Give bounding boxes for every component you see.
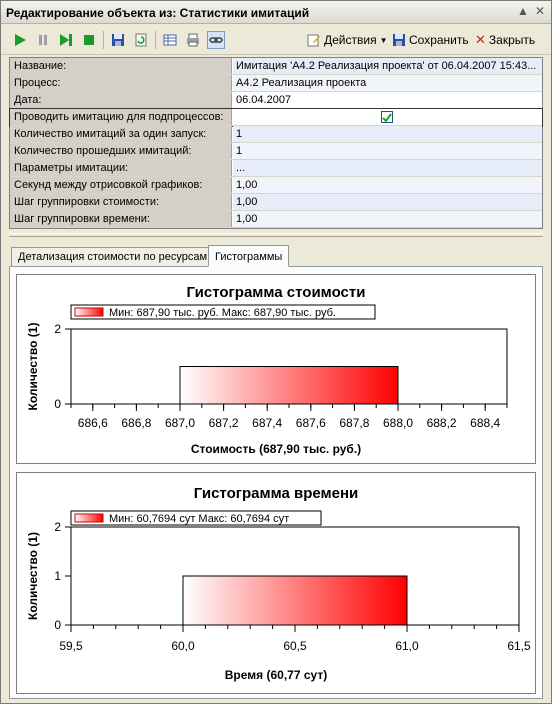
subprocesses-checkbox[interactable]: [381, 111, 393, 123]
close-icon: ✕: [475, 32, 486, 47]
x-tick-label: 686,8: [121, 416, 152, 430]
property-row-process[interactable]: [10, 75, 542, 92]
property-value[interactable]: 1,00: [233, 177, 542, 193]
property-value[interactable]: 1,00: [233, 194, 542, 210]
time-histogram-panel: [16, 472, 536, 694]
title-bar[interactable]: [1, 1, 551, 24]
x-tick-label: 688,2: [426, 416, 457, 430]
property-label: Дата:: [10, 92, 232, 108]
x-tick-label: 686,6: [77, 416, 108, 430]
y-axis-label: Количество (1): [26, 532, 40, 620]
property-row-date[interactable]: [10, 92, 542, 109]
property-row-time-step[interactable]: [10, 211, 542, 228]
legend-swatch: [75, 514, 103, 522]
x-tick-label: 687,8: [339, 416, 370, 430]
x-tick-label: 61,5: [507, 639, 531, 653]
property-label: Шаг группировки стоимости:: [10, 194, 232, 210]
property-label: Проводить имитацию для подпроцессов:: [10, 109, 232, 125]
y-tick-label: 0: [54, 397, 61, 411]
x-tick-label: 60,0: [171, 639, 195, 653]
property-label: Шаг группировки времени:: [10, 211, 232, 227]
minimize-icon[interactable]: ▲: [517, 4, 529, 18]
legend-swatch: [75, 308, 103, 316]
refresh-icon[interactable]: [132, 31, 150, 49]
property-row-sim-params[interactable]: [10, 160, 542, 177]
x-tick-label: 687,6: [295, 416, 326, 430]
x-axis-label: Стоимость (687,90 тыс. руб.): [190, 442, 362, 456]
tab-resource-cost-detail[interactable]: Детализация стоимости по ресурсам: [11, 247, 214, 267]
tab-strip: [9, 245, 543, 267]
property-value[interactable]: А4.2 Реализация проекта: [233, 75, 542, 91]
actions-button[interactable]: [307, 31, 388, 49]
x-tick-label: 688,0: [382, 416, 414, 430]
properties-grid: [9, 57, 543, 229]
property-value[interactable]: 1: [233, 143, 542, 159]
run-icon[interactable]: [11, 31, 29, 49]
pause-icon[interactable]: [34, 31, 52, 49]
close-label: Закрыть: [488, 33, 536, 47]
stop-icon[interactable]: [80, 31, 98, 49]
close-button[interactable]: [475, 31, 535, 49]
y-tick-label: 2: [54, 322, 61, 336]
x-tick-label: 61,0: [395, 639, 419, 653]
histograms-panel: [9, 266, 543, 699]
checkmark-icon: [382, 113, 392, 123]
legend-label: Мин: 687,90 тыс. руб. Макс: 687,90 тыс. руб.: [109, 307, 336, 319]
y-axis-label: Количество (1): [26, 322, 40, 411]
x-tick-label: 60,5: [283, 639, 307, 653]
property-row-subprocesses[interactable]: [10, 109, 542, 126]
property-label: Количество прошедших имитаций:: [10, 143, 232, 159]
property-label: Процесс:: [10, 75, 232, 91]
toolbar: [1, 25, 551, 55]
cost-histogram-panel: [16, 274, 536, 464]
legend-label: Мин: 60,7694 сут Макс: 60,7694 сут: [109, 513, 290, 525]
actions-label: Действия: [324, 33, 377, 47]
chart-title: Гистограмма времени: [193, 485, 359, 502]
x-axis-label: Время (60,77 сут): [224, 668, 328, 682]
y-tick-label: 0: [54, 618, 61, 632]
time-histogram: [17, 473, 535, 693]
property-row-redraw-seconds[interactable]: [10, 177, 542, 194]
property-value[interactable]: 1: [233, 126, 542, 142]
table-icon[interactable]: [161, 31, 179, 49]
property-label: Название:: [10, 58, 232, 74]
print-icon[interactable]: [184, 31, 202, 49]
save-button-icon: [392, 33, 406, 47]
x-tick-label: 687,0: [164, 416, 196, 430]
x-tick-label: 688,4: [470, 416, 501, 430]
step-icon[interactable]: [57, 31, 75, 49]
link-icon[interactable]: [207, 31, 225, 49]
save-icon[interactable]: [109, 31, 127, 49]
y-tick-label: 2: [54, 520, 61, 534]
chart-title: Гистограмма стоимости: [186, 284, 366, 301]
property-value[interactable]: ...: [233, 160, 542, 176]
x-tick-label: 59,5: [59, 639, 83, 653]
property-label: Секунд между отрисовкой графиков:: [10, 177, 232, 193]
actions-icon: [307, 33, 321, 47]
save-label: Сохранить: [409, 33, 469, 47]
histogram-bar: [180, 367, 398, 405]
property-row-cost-step[interactable]: [10, 194, 542, 211]
property-row-runs-per-launch[interactable]: [10, 126, 542, 143]
property-row-completed-runs[interactable]: [10, 143, 542, 160]
splitter[interactable]: [9, 233, 543, 237]
property-value[interactable]: Имитация 'А4.2 Реализация проекта' от 06.04.2007 15:43...: [233, 58, 542, 74]
x-tick-label: 687,4: [252, 416, 283, 430]
cost-histogram: [17, 275, 535, 463]
property-label: Параметры имитации:: [10, 160, 232, 176]
x-tick-label: 687,2: [208, 416, 239, 430]
chevron-down-icon: ▼: [379, 35, 388, 45]
histogram-bar: [183, 576, 407, 625]
property-value[interactable]: 1,00: [233, 211, 542, 227]
property-row-name[interactable]: [10, 58, 542, 75]
window-title: Редактирование объекта из: Статистики имитаций: [6, 6, 310, 20]
property-value[interactable]: 06.04.2007: [233, 92, 542, 108]
close-window-icon[interactable]: ✕: [534, 4, 546, 18]
save-button[interactable]: [392, 31, 469, 49]
tab-histograms[interactable]: Гистограммы: [208, 245, 289, 267]
property-label: Количество имитаций за один запуск:: [10, 126, 232, 142]
y-tick-label: 1: [54, 569, 61, 583]
